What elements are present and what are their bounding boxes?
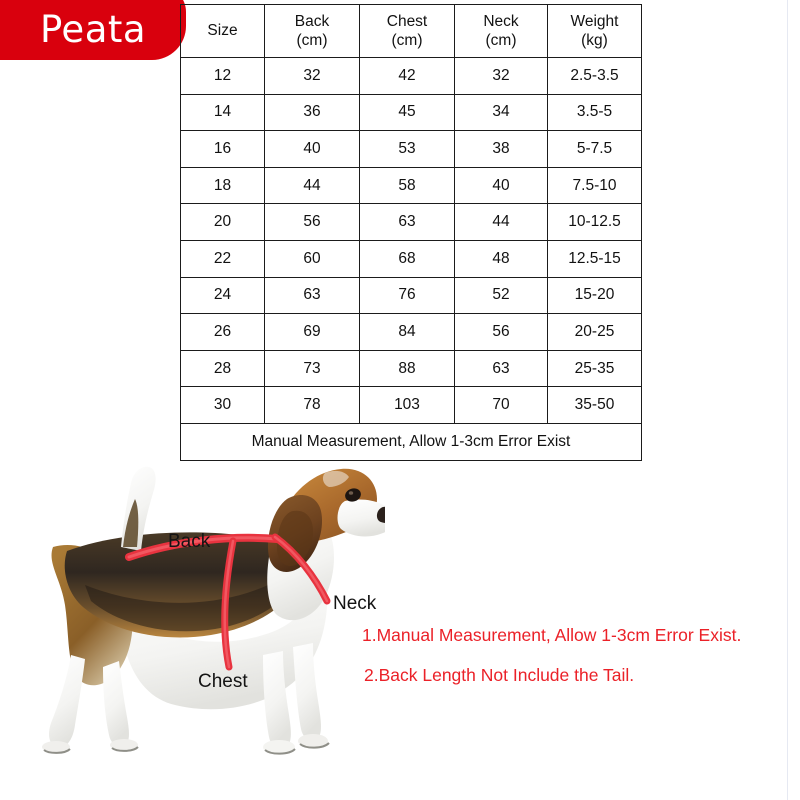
cell-back: 69 bbox=[265, 314, 360, 351]
cell-chest: 42 bbox=[360, 58, 455, 95]
cell-neck: 70 bbox=[455, 387, 548, 424]
table-header-row bbox=[181, 5, 642, 58]
dog-illustration bbox=[25, 455, 385, 755]
column-header-weight-name: Weight bbox=[570, 12, 619, 30]
table-row bbox=[181, 387, 642, 424]
cell-chest: 103 bbox=[360, 387, 455, 424]
size-chart-table bbox=[180, 4, 642, 461]
cell-weight: 3.5-5 bbox=[548, 94, 642, 131]
note-manual-measurement: 1.Manual Measurement, Allow 1-3cm Error Exist. bbox=[362, 625, 742, 645]
cell-size: 28 bbox=[181, 350, 265, 387]
cell-weight: 35-50 bbox=[548, 387, 642, 424]
cell-chest: 53 bbox=[360, 131, 455, 168]
table-row bbox=[181, 350, 642, 387]
column-header-size bbox=[181, 5, 265, 58]
cell-size: 12 bbox=[181, 58, 265, 95]
column-header-size-name: Size bbox=[207, 22, 238, 40]
column-header-chest-unit: (cm) bbox=[391, 32, 423, 49]
cell-size: 20 bbox=[181, 204, 265, 241]
column-header-chest bbox=[360, 5, 455, 58]
measurement-notes bbox=[362, 627, 786, 684]
cell-neck: 48 bbox=[455, 240, 548, 277]
brand-logo-text: Peata bbox=[39, 7, 147, 51]
cell-weight: 7.5-10 bbox=[548, 167, 642, 204]
cell-back: 40 bbox=[265, 131, 360, 168]
cell-chest: 58 bbox=[360, 167, 455, 204]
table-row bbox=[181, 204, 642, 241]
table-row bbox=[181, 167, 642, 204]
cell-weight: 25-35 bbox=[548, 350, 642, 387]
cell-back: 44 bbox=[265, 167, 360, 204]
dog-front-legs bbox=[263, 643, 329, 754]
label-neck: Neck bbox=[333, 593, 377, 614]
cell-weight: 12.5-15 bbox=[548, 240, 642, 277]
note-back-length: 2.Back Length Not Include the Tail. bbox=[364, 664, 635, 685]
cell-size: 26 bbox=[181, 314, 265, 351]
column-header-neck-unit: (cm) bbox=[485, 32, 517, 49]
cell-size: 30 bbox=[181, 387, 265, 424]
cell-weight: 15-20 bbox=[548, 277, 642, 314]
cell-neck: 56 bbox=[455, 314, 548, 351]
cell-chest: 88 bbox=[360, 350, 455, 387]
column-header-neck bbox=[455, 5, 548, 58]
table-row bbox=[181, 240, 642, 277]
column-header-back-name: Back bbox=[294, 12, 330, 30]
cell-neck: 44 bbox=[455, 204, 548, 241]
cell-weight: 20-25 bbox=[548, 314, 642, 351]
cell-size: 22 bbox=[181, 240, 265, 277]
measurement-disclaimer: Manual Measurement, Allow 1-3cm Error Exist bbox=[181, 423, 642, 460]
cell-weight: 10-12.5 bbox=[548, 204, 642, 241]
cell-neck: 38 bbox=[455, 131, 548, 168]
cell-weight: 2.5-3.5 bbox=[548, 58, 642, 95]
column-header-weight bbox=[548, 5, 642, 58]
cell-neck: 32 bbox=[455, 58, 548, 95]
cell-chest: 45 bbox=[360, 94, 455, 131]
size-chart-table-header bbox=[181, 5, 642, 58]
table-row bbox=[181, 131, 642, 168]
column-header-weight-unit: (kg) bbox=[581, 32, 608, 49]
cell-neck: 40 bbox=[455, 167, 548, 204]
table-row bbox=[181, 277, 642, 314]
cell-chest: 68 bbox=[360, 240, 455, 277]
cell-weight: 5-7.5 bbox=[548, 131, 642, 168]
cell-neck: 34 bbox=[455, 94, 548, 131]
cell-size: 24 bbox=[181, 277, 265, 314]
cell-size: 14 bbox=[181, 94, 265, 131]
table-row bbox=[181, 58, 642, 95]
cell-back: 63 bbox=[265, 277, 360, 314]
table-row bbox=[181, 94, 642, 131]
cell-neck: 52 bbox=[455, 277, 548, 314]
cell-back: 60 bbox=[265, 240, 360, 277]
cell-chest: 84 bbox=[360, 314, 455, 351]
brand-logo bbox=[0, 0, 186, 60]
column-header-chest-name: Chest bbox=[386, 12, 428, 30]
column-header-neck-name: Neck bbox=[483, 12, 519, 30]
cell-chest: 76 bbox=[360, 277, 455, 314]
label-chest: Chest bbox=[198, 671, 248, 692]
cell-chest: 63 bbox=[360, 204, 455, 241]
cell-size: 16 bbox=[181, 131, 265, 168]
size-chart-table-body bbox=[181, 58, 642, 424]
cell-back: 78 bbox=[265, 387, 360, 424]
column-header-back-unit: (cm) bbox=[296, 32, 328, 49]
cell-back: 32 bbox=[265, 58, 360, 95]
cell-back: 73 bbox=[265, 350, 360, 387]
cell-size: 18 bbox=[181, 167, 265, 204]
size-chart-table-container bbox=[180, 4, 641, 461]
cell-back: 36 bbox=[265, 94, 360, 131]
cell-neck: 63 bbox=[455, 350, 548, 387]
table-row bbox=[181, 314, 642, 351]
cell-back: 56 bbox=[265, 204, 360, 241]
label-back: Back bbox=[168, 531, 211, 552]
column-header-back bbox=[265, 5, 360, 58]
